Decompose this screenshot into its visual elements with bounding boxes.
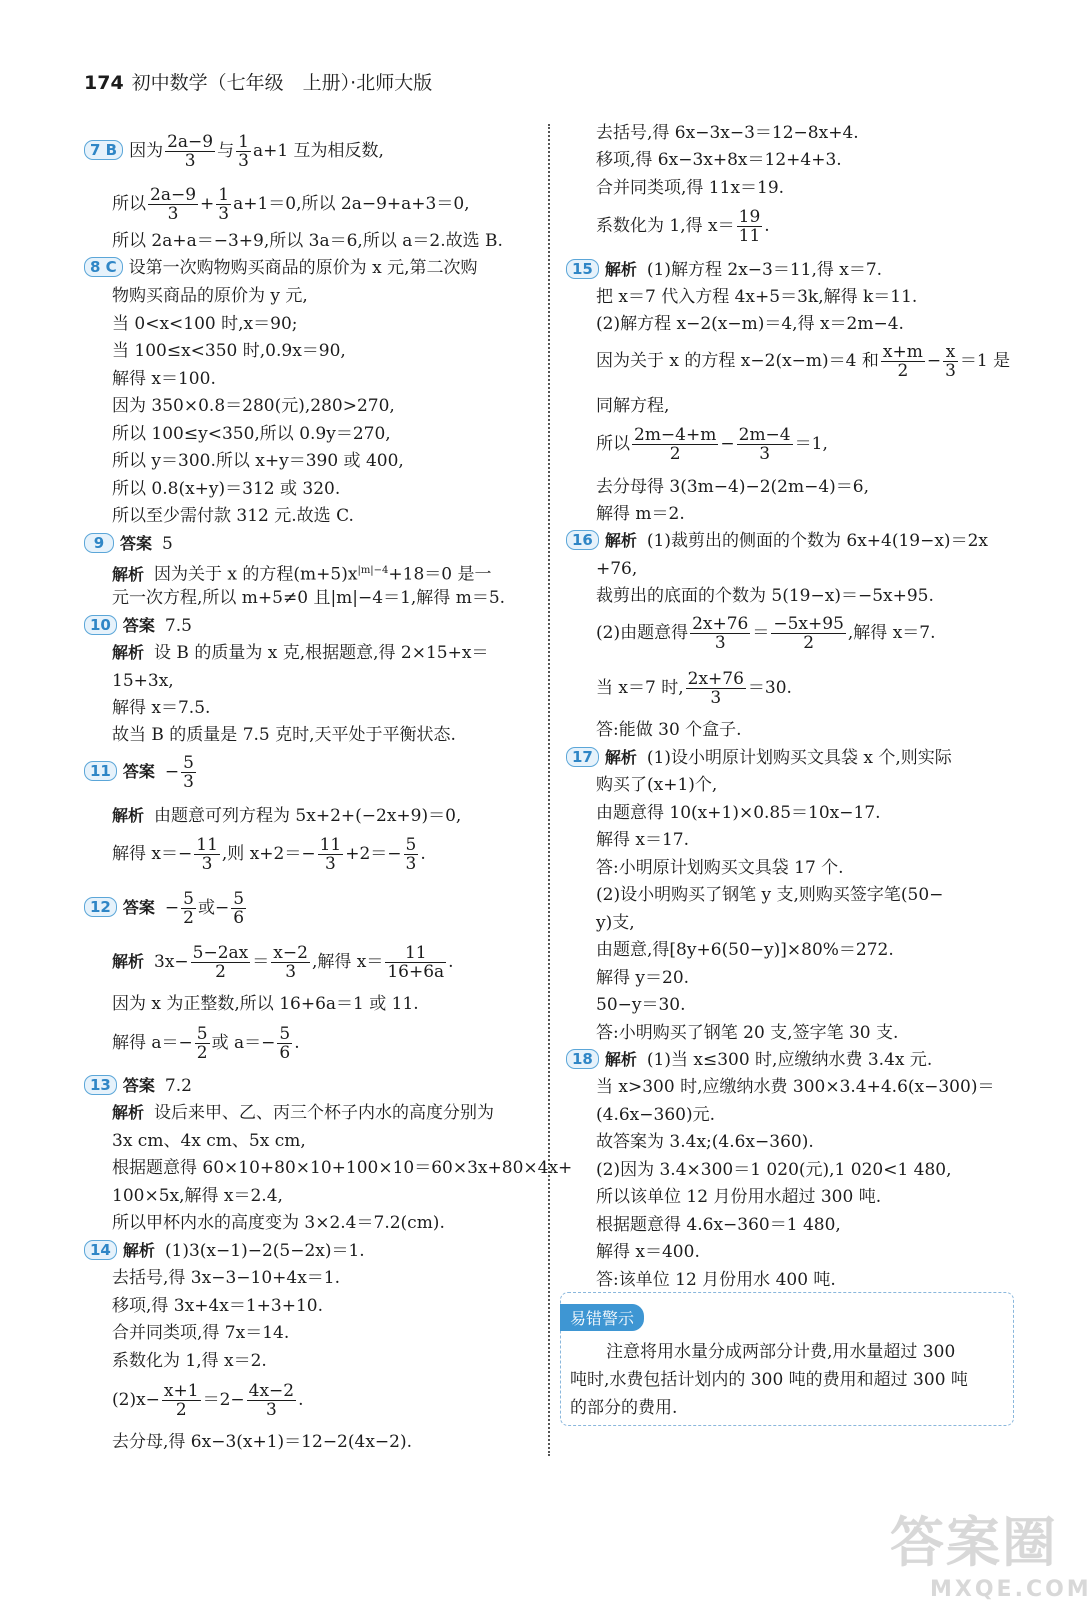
q13-analysis-1: 解析 设后来甲、乙、丙三个杯子内水的高度分别为: [112, 1103, 495, 1123]
q7-line-2: 所以 $\frac{2a-9}{3}$ + $\frac{1}{3}$ a+1＝0,所以 2a−9+a+3＝0,: [112, 185, 470, 224]
q18-line: 故答案为 3.4x;(4.6x−360).: [596, 1132, 814, 1152]
q10-answer: 10 答案 7.5: [84, 614, 192, 638]
q13-line: 根据题意得 60×10+80×10+100×10＝60×3x+80×4x+: [112, 1158, 573, 1178]
q13-answer: 13 答案 7.2: [84, 1074, 192, 1098]
fraction: $\frac{2x+76}{3}$: [692, 614, 749, 653]
q7-line-3: 所以 2a+a＝−3+9,所以 3a＝6,所以 a＝2.故选 B.: [112, 231, 503, 251]
q18-line: 当 x>300 时,应缴纳水费 300×3.4+4.6(x−300)＝: [596, 1077, 995, 1097]
fraction: $\frac{2a-9}{3}$: [167, 132, 214, 171]
fraction: $\frac{19}{11}$: [738, 207, 761, 246]
q8-line: 当 0<x<100 时,x＝90;: [112, 314, 298, 334]
q15-line: 同解方程,: [596, 396, 670, 416]
q10-analysis-1: 解析 设 B 的质量为 x 克,根据题意,得 2×15+x＝: [112, 643, 489, 663]
q13-line: 所以甲杯内水的高度变为 3×2.4＝7.2(cm).: [112, 1213, 445, 1233]
q10-badge: 10: [84, 615, 117, 635]
q8-line: 解得 x＝100.: [112, 369, 216, 389]
q14-line-1: 14 解析 (1)3(x−1)−2(5−2x)＝1.: [84, 1239, 365, 1263]
fraction: $\frac{1}{3}$: [218, 185, 230, 224]
q10-line: 15+3x,: [112, 671, 174, 691]
q8-line: 所以 0.8(x+y)＝312 或 320.: [112, 479, 341, 499]
q8-line: 物购买商品的原价为 y 元,: [112, 286, 308, 306]
q18-line: 所以该单位 12 月份用水超过 300 吨.: [596, 1187, 882, 1207]
warning-line: 注意将用水量分成两部分计费,用水量超过 300: [606, 1342, 956, 1362]
q11-analysis-2: 解得 x＝− $\frac{11}{3}$ ,则 x+2＝− $\frac{11}{3}$ +2＝− $\frac{5}{3}$ .: [112, 835, 426, 874]
q14-line: 系数化为 1,得 x＝2.: [112, 1351, 267, 1371]
q12-answer: 12 答案 − $\frac{5}{2}$ 或− $\frac{5}{6}$: [84, 890, 248, 927]
q14-line: 合并同类项,得 7x＝14.: [112, 1323, 290, 1343]
q15-line-1: 15 解析 (1)解方程 2x−3＝11,得 x＝7.: [566, 258, 882, 282]
q12-analysis-1: 解析 3x− $\frac{5-2ax}{2}$ ＝ $\frac{x-2}{3}$ ,解得 x＝ $\frac{11}{16+6a}$ .: [112, 943, 454, 982]
q12-analysis-2: 因为 x 为正整数,所以 16+6a＝1 或 11.: [112, 994, 419, 1014]
q14-line: 去括号,得 3x−3−10+4x＝1.: [112, 1268, 341, 1288]
q17-line: 答:小明原计划购买文具袋 17 个.: [596, 858, 844, 878]
q14-line: 去分母,得 6x−3(x+1)＝12−2(4x−2).: [112, 1432, 413, 1452]
q18-line: 答:该单位 12 月份用水 400 吨.: [596, 1270, 836, 1290]
warning-line: 吨时,水费包括计划内的 300 吨的费用和超过 300 吨: [570, 1370, 968, 1390]
q16-line: 裁剪出的底面的个数为 5(19−x)＝−5x+95.: [596, 586, 934, 606]
q11-answer: 11 答案 − $\frac{5}{3}$: [84, 754, 198, 791]
q16-line: 答:能做 30 个盒子.: [596, 720, 742, 740]
q17-line: 解得 y＝20.: [596, 968, 690, 988]
q10-line: 解得 x＝7.5.: [112, 698, 211, 718]
q13-badge: 13: [84, 1075, 117, 1095]
q15-line: 所以 $\frac{2m-4+m}{2}$ − $\frac{2m-4}{3}$ ＝1,: [596, 425, 828, 464]
q7-line-1: 7 B 因为 $\frac{2a-9}{3}$ 与 $\frac{1}{3}$ a+1 互为相反数,: [84, 133, 384, 170]
fraction: $\frac{x+1}{2}$: [163, 1381, 199, 1420]
q14-line: 移项,得 6x−3x+8x＝12+4+3.: [596, 150, 842, 170]
fraction: $\frac{5}{6}$: [279, 1024, 291, 1063]
q15-line: 把 x＝7 代入方程 4x+5＝3k,解得 k＝11.: [596, 287, 918, 307]
fraction: $\frac{5}{2}$: [196, 1024, 208, 1063]
fraction: $\frac{5}{3}$: [405, 835, 417, 874]
fraction: $\frac{5-2ax}{2}$: [192, 943, 249, 982]
fraction: $\frac{4x-2}{3}$: [248, 1381, 295, 1420]
q18-line: 根据题意得 4.6x−360＝1 480,: [596, 1215, 841, 1235]
fraction: $\frac{2m-4+m}{2}$: [634, 425, 717, 464]
q15-line: 去分母得 3(3m−4)−2(2m−4)＝6,: [596, 477, 870, 497]
q13-line: 3x cm、4x cm、5x cm,: [112, 1131, 306, 1151]
q14-part2: (2)x− $\frac{x+1}{2}$ ＝2− $\frac{4x-2}{3}$ .: [112, 1381, 304, 1420]
fraction: $\frac{2a-9}{3}$: [150, 185, 197, 224]
q7-badge: 7 B: [84, 140, 123, 160]
fraction: $\frac{x-2}{3}$: [273, 943, 308, 982]
book-title: 初中数学（七年级 上册）·北师大版: [131, 72, 433, 94]
q9-badge: 9: [84, 533, 114, 553]
q8-line: 因为 350×0.8＝280(元),280>270,: [112, 396, 395, 416]
q14-line: 合并同类项,得 11x＝19.: [596, 178, 785, 198]
q16-badge: 16: [566, 530, 599, 550]
fraction: $\frac{2x+76}{3}$: [687, 669, 744, 708]
column-divider: [548, 124, 550, 1456]
q8-badge: 8 C: [84, 257, 123, 277]
q17-line-1: 17 解析 (1)设小明原计划购买文具袋 x 个,则实际: [566, 746, 952, 770]
q18-line: (4.6x−360)元.: [596, 1105, 715, 1125]
q16-line: (2)由题意得 $\frac{2x+76}{3}$ ＝ $\frac{-5x+95}{2}$ ,解得 x＝7.: [596, 614, 936, 653]
q9-answer: 9 答案 5: [84, 532, 173, 556]
q15-line: (2)解方程 x−2(x−m)＝4,得 x＝2m−4.: [596, 314, 904, 334]
fraction: $\frac{11}{16+6a}$: [387, 943, 445, 982]
page-header: [84, 68, 432, 95]
q15-badge: 15: [566, 259, 599, 279]
q16-line-1: 16 解析 (1)裁剪出的侧面的个数为 6x+4(19−x)＝2x: [566, 529, 988, 553]
fraction: $\frac{5}{6}$: [233, 889, 245, 928]
q8-line-1: 8 C 设第一次购物购买商品的原价为 x 元,第二次购: [84, 256, 477, 280]
q11-analysis-1: 解析 由题意可列方程为 5x+2+(−2x+9)＝0,: [112, 806, 462, 826]
q14-line: 移项,得 3x+4x＝1+3+10.: [112, 1296, 324, 1316]
q16-line: 当 x＝7 时, $\frac{2x+76}{3}$ ＝30.: [596, 669, 792, 708]
fraction: $\frac{-5x+95}{2}$: [773, 614, 844, 653]
q18-line-1: 18 解析 (1)当 x≤300 时,应缴纳水费 3.4x 元.: [566, 1048, 932, 1072]
q17-line: (2)设小明购买了钢笔 y 支,则购买签字笔(50−: [596, 885, 944, 905]
q17-line: 购买了(x+1)个,: [596, 775, 718, 795]
fraction: $\frac{5}{2}$: [183, 889, 194, 928]
fraction: $\frac{11}{3}$: [319, 835, 342, 874]
watermark-logo: 答案圈 MXQE.COM: [890, 1511, 1092, 1602]
q17-line: 50−y＝30.: [596, 995, 686, 1015]
q14-badge: 14: [84, 1240, 117, 1260]
q18-badge: 18: [566, 1049, 599, 1069]
q10-line: 故当 B 的质量是 7.5 克时,天平处于平衡状态.: [112, 725, 456, 745]
q8-line: 所以 y＝300.所以 x+y＝390 或 400,: [112, 451, 404, 471]
q17-badge: 17: [566, 747, 599, 767]
q17-line: 答:小明购买了钢笔 20 支,签字笔 30 支.: [596, 1023, 899, 1043]
q13-line: 100×5x,解得 x＝2.4,: [112, 1186, 283, 1206]
q14-line: 系数化为 1,得 x＝ $\frac{19}{11}$ .: [596, 207, 770, 246]
q12-badge: 12: [84, 897, 117, 917]
q17-line: 由题意得 10(x+1)×0.85＝10x−17.: [596, 803, 881, 823]
q8-line: 所以至少需付款 312 元.故选 C.: [112, 506, 354, 526]
q9-analysis-1: 解析 因为关于 x 的方程$(m+5)x^{|m|-4}+18=0$ 是一: [112, 564, 492, 585]
q16-line: +76,: [596, 559, 638, 579]
q12-analysis-3: 解得 a＝− $\frac{5}{2}$ 或 a＝− $\frac{5}{6}$ .: [112, 1024, 300, 1063]
fraction: $\frac{2m-4}{3}$: [738, 425, 791, 464]
q9-analysis-2: 元一次方程,所以 m+5≠0 且|m|−4＝1,解得 m＝5.: [112, 588, 506, 608]
q18-line: 解得 x＝400.: [596, 1242, 700, 1262]
warning-line: 的部分的费用.: [570, 1398, 678, 1418]
fraction: $\frac{x+m}{2}$: [882, 342, 923, 381]
q11-badge: 11: [84, 761, 117, 781]
fraction: $\frac{11}{3}$: [196, 835, 218, 874]
q8-line: 所以 100≤y<350,所以 0.9y＝270,: [112, 424, 391, 444]
fraction: $\frac{x}{3}$: [945, 342, 956, 381]
error-warning-label: 易错警示: [560, 1304, 644, 1331]
q17-line: 由题意,得[8y+6(50−y)]×80%＝272.: [596, 940, 894, 960]
fraction: $\frac{5}{3}$: [183, 753, 194, 792]
q15-line: 解得 m＝2.: [596, 504, 685, 524]
q17-line: y)支,: [596, 913, 635, 933]
q18-line: (2)因为 3.4×300＝1 020(元),1 020<1 480,: [596, 1160, 952, 1180]
q17-line: 解得 x＝17.: [596, 830, 690, 850]
q15-line: 因为关于 x 的方程 x−2(x−m)＝4 和 $\frac{x+m}{2}$ − $\frac{x}{3}$ ＝1 是: [596, 342, 1011, 381]
q14-line: 去括号,得 6x−3x−3＝12−8x+4.: [596, 123, 859, 143]
fraction: $\frac{1}{3}$: [238, 132, 249, 171]
q8-line: 当 100≤x<350 时,0.9x＝90,: [112, 341, 346, 361]
page-number: 174: [84, 72, 124, 94]
